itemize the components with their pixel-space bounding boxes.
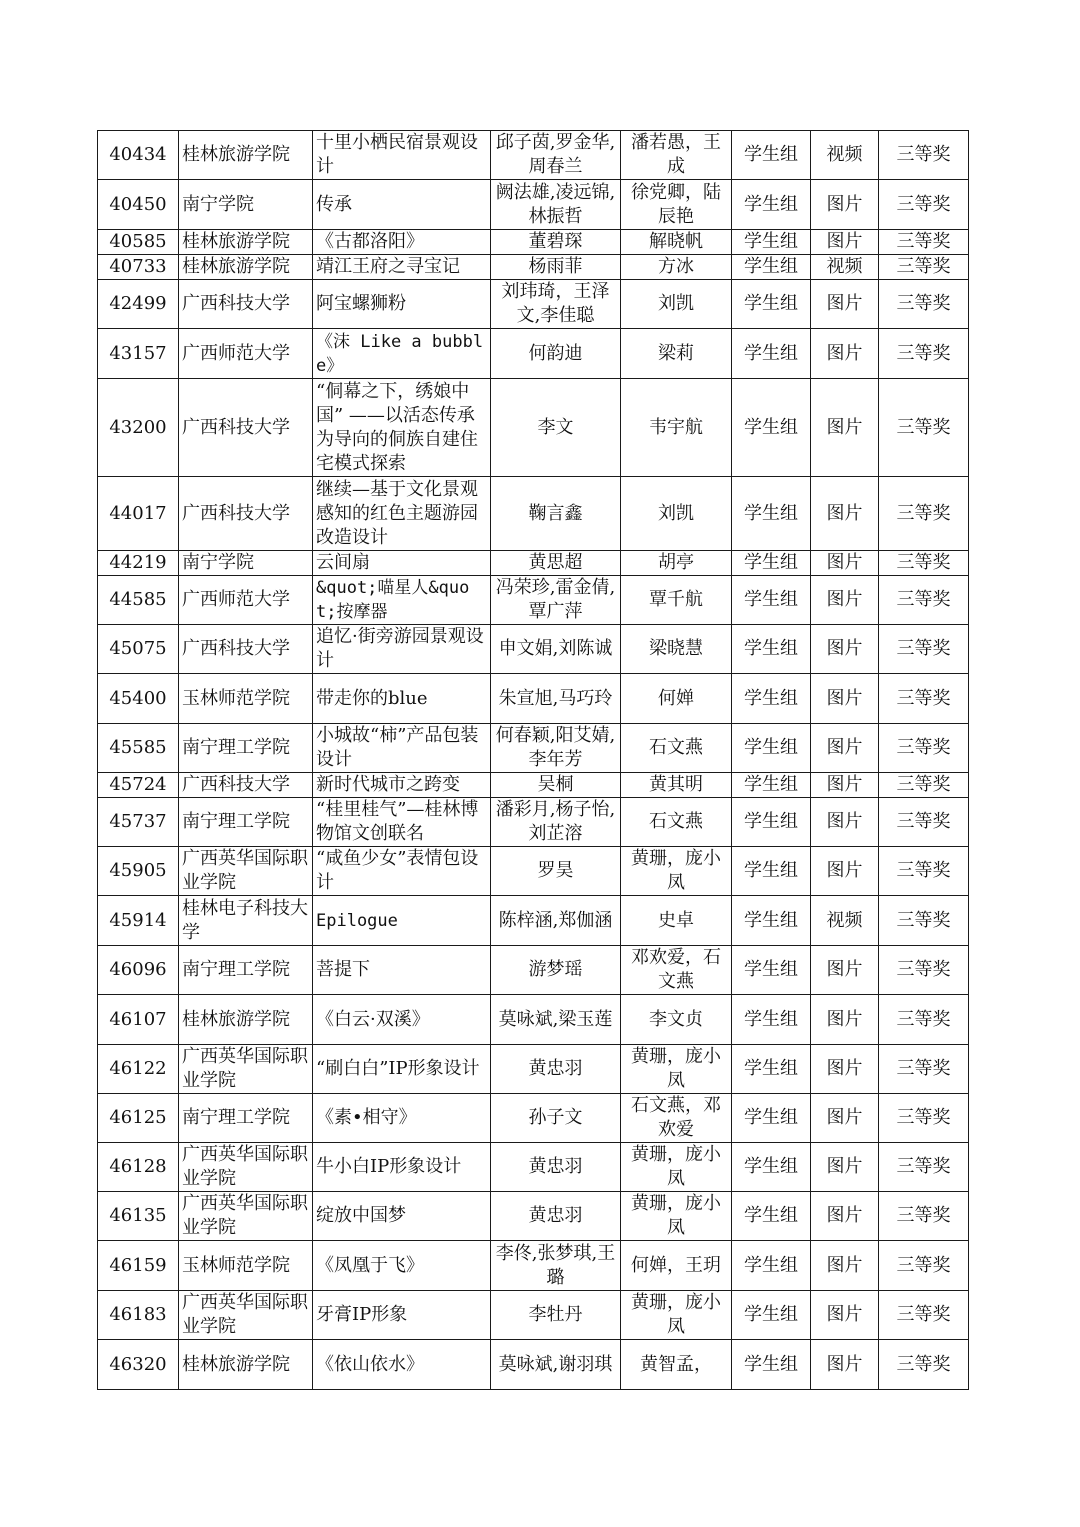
award-cell: 三等奖 xyxy=(879,724,969,773)
work-title-cell: 十里小栖民宿景观设计 xyxy=(313,131,491,180)
entry-id-cell: 46128 xyxy=(98,1143,179,1192)
authors-cell: 李牡丹 xyxy=(491,1291,621,1340)
school-cell: 桂林旅游学院 xyxy=(179,1340,313,1390)
entry-id-cell: 44585 xyxy=(98,576,179,625)
entry-id-cell: 46159 xyxy=(98,1241,179,1291)
group-cell: 学生组 xyxy=(732,1340,811,1390)
advisors-cell: 梁晓慧 xyxy=(621,625,732,674)
authors-cell: 杨雨菲 xyxy=(491,255,621,280)
award-cell: 三等奖 xyxy=(879,1094,969,1143)
work-title-cell: “刷白白”IP形象设计 xyxy=(313,1045,491,1094)
award-cell: 三等奖 xyxy=(879,995,969,1045)
work-title-cell: “咸鱼少女”表情包设计 xyxy=(313,847,491,896)
work-title-cell: 《沫 Like a bubble》 xyxy=(313,329,491,379)
authors-cell: 莫咏斌,梁玉莲 xyxy=(491,995,621,1045)
group-cell: 学生组 xyxy=(732,847,811,896)
school-cell: 桂林电子科技大学 xyxy=(179,896,313,946)
entry-id-cell: 40585 xyxy=(98,230,179,255)
table-row xyxy=(98,946,969,995)
authors-cell: 刘玮琦，王泽文,李佳聪 xyxy=(491,280,621,329)
authors-cell: 阙法雄,凌远锦,林振哲 xyxy=(491,180,621,230)
work-title-cell: 云间扇 xyxy=(313,551,491,576)
table-row xyxy=(98,1340,969,1390)
advisors-cell: 刘凯 xyxy=(621,280,732,329)
entry-id-cell: 46096 xyxy=(98,946,179,995)
entry-id-cell: 42499 xyxy=(98,280,179,329)
group-cell: 学生组 xyxy=(732,1143,811,1192)
work-title-cell: 《依山依水》 xyxy=(313,1340,491,1390)
school-cell: 南宁理工学院 xyxy=(179,724,313,773)
advisors-cell: 潘若愚，王成 xyxy=(621,131,732,180)
group-cell: 学生组 xyxy=(732,329,811,379)
table-row xyxy=(98,1291,969,1340)
media-type-cell: 图片 xyxy=(811,379,879,477)
entry-id-cell: 46122 xyxy=(98,1045,179,1094)
school-cell: 广西师范大学 xyxy=(179,576,313,625)
table-row xyxy=(98,329,969,379)
award-cell: 三等奖 xyxy=(879,625,969,674)
authors-cell: 莫咏斌,谢羽琪 xyxy=(491,1340,621,1390)
award-cell: 三等奖 xyxy=(879,551,969,576)
media-type-cell: 图片 xyxy=(811,1094,879,1143)
award-cell: 三等奖 xyxy=(879,255,969,280)
table-row xyxy=(98,576,969,625)
group-cell: 学生组 xyxy=(732,724,811,773)
table-row xyxy=(98,724,969,773)
entry-id-cell: 45724 xyxy=(98,773,179,798)
work-title-cell: &quot;喵星人&quot;按摩器 xyxy=(313,576,491,625)
table-body xyxy=(98,131,969,1390)
table-row xyxy=(98,477,969,551)
group-cell: 学生组 xyxy=(732,230,811,255)
entry-id-cell: 43200 xyxy=(98,379,179,477)
group-cell: 学生组 xyxy=(732,1241,811,1291)
award-cell: 三等奖 xyxy=(879,1045,969,1094)
advisors-cell: 黄其明 xyxy=(621,773,732,798)
advisors-cell: 胡亭 xyxy=(621,551,732,576)
table-row xyxy=(98,1094,969,1143)
table-row xyxy=(98,1241,969,1291)
table-row xyxy=(98,230,969,255)
school-cell: 桂林旅游学院 xyxy=(179,230,313,255)
school-cell: 南宁理工学院 xyxy=(179,946,313,995)
work-title-cell: 《古都洛阳》 xyxy=(313,230,491,255)
advisors-cell: 覃千航 xyxy=(621,576,732,625)
award-cell: 三等奖 xyxy=(879,896,969,946)
entry-id-cell: 45905 xyxy=(98,847,179,896)
advisors-cell: 解晓帆 xyxy=(621,230,732,255)
entry-id-cell: 46183 xyxy=(98,1291,179,1340)
authors-cell: 李佟,张梦琪,王璐 xyxy=(491,1241,621,1291)
work-title-cell: 传承 xyxy=(313,180,491,230)
table-row xyxy=(98,180,969,230)
school-cell: 广西科技大学 xyxy=(179,773,313,798)
award-cell: 三等奖 xyxy=(879,798,969,847)
work-title-cell: 《凤凰于飞》 xyxy=(313,1241,491,1291)
authors-cell: 黄忠羽 xyxy=(491,1143,621,1192)
group-cell: 学生组 xyxy=(732,625,811,674)
media-type-cell: 图片 xyxy=(811,946,879,995)
school-cell: 桂林旅游学院 xyxy=(179,995,313,1045)
group-cell: 学生组 xyxy=(732,1094,811,1143)
authors-cell: 李文 xyxy=(491,379,621,477)
advisors-cell: 刘凯 xyxy=(621,477,732,551)
award-cell: 三等奖 xyxy=(879,847,969,896)
advisors-cell: 何婵 xyxy=(621,674,732,724)
authors-cell: 游梦瑶 xyxy=(491,946,621,995)
table-row xyxy=(98,551,969,576)
award-cell: 三等奖 xyxy=(879,1192,969,1241)
school-cell: 广西英华国际职业学院 xyxy=(179,1192,313,1241)
media-type-cell: 图片 xyxy=(811,329,879,379)
group-cell: 学生组 xyxy=(732,477,811,551)
entry-id-cell: 45075 xyxy=(98,625,179,674)
media-type-cell: 图片 xyxy=(811,1143,879,1192)
awards-table xyxy=(97,130,969,1390)
award-cell: 三等奖 xyxy=(879,1291,969,1340)
media-type-cell: 图片 xyxy=(811,798,879,847)
school-cell: 广西英华国际职业学院 xyxy=(179,847,313,896)
media-type-cell: 图片 xyxy=(811,1045,879,1094)
media-type-cell: 图片 xyxy=(811,847,879,896)
group-cell: 学生组 xyxy=(732,1045,811,1094)
entry-id-cell: 46320 xyxy=(98,1340,179,1390)
award-cell: 三等奖 xyxy=(879,329,969,379)
entry-id-cell: 46135 xyxy=(98,1192,179,1241)
group-cell: 学生组 xyxy=(732,674,811,724)
table-row xyxy=(98,896,969,946)
school-cell: 广西科技大学 xyxy=(179,280,313,329)
authors-cell: 董碧琛 xyxy=(491,230,621,255)
table-row xyxy=(98,255,969,280)
advisors-cell: 邓欢爱，石文燕 xyxy=(621,946,732,995)
media-type-cell: 图片 xyxy=(811,576,879,625)
award-cell: 三等奖 xyxy=(879,1241,969,1291)
entry-id-cell: 45400 xyxy=(98,674,179,724)
award-cell: 三等奖 xyxy=(879,180,969,230)
work-title-cell: 新时代城市之跨变 xyxy=(313,773,491,798)
group-cell: 学生组 xyxy=(732,798,811,847)
school-cell: 南宁学院 xyxy=(179,180,313,230)
authors-cell: 罗昊 xyxy=(491,847,621,896)
entry-id-cell: 40450 xyxy=(98,180,179,230)
table-row xyxy=(98,625,969,674)
work-title-cell: Epilogue xyxy=(313,896,491,946)
media-type-cell: 图片 xyxy=(811,230,879,255)
group-cell: 学生组 xyxy=(732,379,811,477)
award-cell: 三等奖 xyxy=(879,280,969,329)
media-type-cell: 图片 xyxy=(811,477,879,551)
entry-id-cell: 45585 xyxy=(98,724,179,773)
school-cell: 广西师范大学 xyxy=(179,329,313,379)
entry-id-cell: 40733 xyxy=(98,255,179,280)
media-type-cell: 图片 xyxy=(811,724,879,773)
award-cell: 三等奖 xyxy=(879,773,969,798)
authors-cell: 吴桐 xyxy=(491,773,621,798)
table-row xyxy=(98,1143,969,1192)
work-title-cell: 小城故“柿”产品包装设计 xyxy=(313,724,491,773)
media-type-cell: 图片 xyxy=(811,625,879,674)
advisors-cell: 史卓 xyxy=(621,896,732,946)
media-type-cell: 图片 xyxy=(811,280,879,329)
table-row xyxy=(98,995,969,1045)
entry-id-cell: 46107 xyxy=(98,995,179,1045)
authors-cell: 冯荣珍,雷金倩,覃广萍 xyxy=(491,576,621,625)
group-cell: 学生组 xyxy=(732,551,811,576)
group-cell: 学生组 xyxy=(732,180,811,230)
school-cell: 南宁理工学院 xyxy=(179,798,313,847)
entry-id-cell: 45914 xyxy=(98,896,179,946)
group-cell: 学生组 xyxy=(732,896,811,946)
authors-cell: 黄忠羽 xyxy=(491,1045,621,1094)
media-type-cell: 视频 xyxy=(811,131,879,180)
school-cell: 广西英华国际职业学院 xyxy=(179,1045,313,1094)
award-cell: 三等奖 xyxy=(879,131,969,180)
media-type-cell: 图片 xyxy=(811,773,879,798)
award-cell: 三等奖 xyxy=(879,674,969,724)
media-type-cell: 图片 xyxy=(811,551,879,576)
group-cell: 学生组 xyxy=(732,131,811,180)
work-title-cell: 带走你的blue xyxy=(313,674,491,724)
advisors-cell: 黄珊，庞小凤 xyxy=(621,1291,732,1340)
group-cell: 学生组 xyxy=(732,773,811,798)
award-cell: 三等奖 xyxy=(879,379,969,477)
work-title-cell: 阿宝螺狮粉 xyxy=(313,280,491,329)
media-type-cell: 图片 xyxy=(811,1241,879,1291)
award-cell: 三等奖 xyxy=(879,946,969,995)
group-cell: 学生组 xyxy=(732,995,811,1045)
award-cell: 三等奖 xyxy=(879,230,969,255)
table-row xyxy=(98,1045,969,1094)
media-type-cell: 图片 xyxy=(811,1192,879,1241)
advisors-cell: 石文燕 xyxy=(621,724,732,773)
table-row xyxy=(98,1192,969,1241)
advisors-cell: 黄珊，庞小凤 xyxy=(621,1143,732,1192)
school-cell: 玉林师范学院 xyxy=(179,1241,313,1291)
media-type-cell: 图片 xyxy=(811,180,879,230)
advisors-cell: 李文贞 xyxy=(621,995,732,1045)
award-cell: 三等奖 xyxy=(879,477,969,551)
school-cell: 玉林师范学院 xyxy=(179,674,313,724)
school-cell: 南宁理工学院 xyxy=(179,1094,313,1143)
award-cell: 三等奖 xyxy=(879,1143,969,1192)
media-type-cell: 图片 xyxy=(811,1291,879,1340)
authors-cell: 申文娟,刘陈诚 xyxy=(491,625,621,674)
entry-id-cell: 44219 xyxy=(98,551,179,576)
authors-cell: 何韵迪 xyxy=(491,329,621,379)
work-title-cell: 《素•相守》 xyxy=(313,1094,491,1143)
work-title-cell: “侗幕之下，绣娘中国” ——以活态传承为导向的侗族自建住宅模式探索 xyxy=(313,379,491,477)
table-row xyxy=(98,798,969,847)
group-cell: 学生组 xyxy=(732,946,811,995)
award-cell: 三等奖 xyxy=(879,1340,969,1390)
authors-cell: 黄思超 xyxy=(491,551,621,576)
advisors-cell: 徐党卿，陆辰艳 xyxy=(621,180,732,230)
advisors-cell: 黄珊，庞小凤 xyxy=(621,1045,732,1094)
table-row xyxy=(98,379,969,477)
work-title-cell: 靖江王府之寻宝记 xyxy=(313,255,491,280)
work-title-cell: 绽放中国梦 xyxy=(313,1192,491,1241)
authors-cell: 陈梓涵,郑伽涵 xyxy=(491,896,621,946)
table-row xyxy=(98,131,969,180)
table-row xyxy=(98,847,969,896)
media-type-cell: 视频 xyxy=(811,255,879,280)
entry-id-cell: 45737 xyxy=(98,798,179,847)
work-title-cell: 《白云·双溪》 xyxy=(313,995,491,1045)
media-type-cell: 图片 xyxy=(811,674,879,724)
entry-id-cell: 44017 xyxy=(98,477,179,551)
work-title-cell: 菩提下 xyxy=(313,946,491,995)
authors-cell: 何春颖,阳艾婧,李年芳 xyxy=(491,724,621,773)
advisors-cell: 方冰 xyxy=(621,255,732,280)
advisors-cell: 何婵，王玥 xyxy=(621,1241,732,1291)
school-cell: 广西科技大学 xyxy=(179,379,313,477)
school-cell: 广西科技大学 xyxy=(179,477,313,551)
advisors-cell: 梁莉 xyxy=(621,329,732,379)
work-title-cell: 牛小白IP形象设计 xyxy=(313,1143,491,1192)
authors-cell: 朱宣旭,马巧玲 xyxy=(491,674,621,724)
media-type-cell: 图片 xyxy=(811,995,879,1045)
work-title-cell: 继续—基于文化景观感知的红色主题游园改造设计 xyxy=(313,477,491,551)
entry-id-cell: 43157 xyxy=(98,329,179,379)
authors-cell: 孙子文 xyxy=(491,1094,621,1143)
school-cell: 桂林旅游学院 xyxy=(179,255,313,280)
authors-cell: 黄忠羽 xyxy=(491,1192,621,1241)
school-cell: 广西英华国际职业学院 xyxy=(179,1143,313,1192)
advisors-cell: 韦宇航 xyxy=(621,379,732,477)
media-type-cell: 图片 xyxy=(811,1340,879,1390)
authors-cell: 潘彩月,杨子怡,刘芷溶 xyxy=(491,798,621,847)
group-cell: 学生组 xyxy=(732,280,811,329)
school-cell: 桂林旅游学院 xyxy=(179,131,313,180)
media-type-cell: 视频 xyxy=(811,896,879,946)
group-cell: 学生组 xyxy=(732,1291,811,1340)
table-row xyxy=(98,674,969,724)
work-title-cell: 追忆·街旁游园景观设计 xyxy=(313,625,491,674)
advisors-cell: 黄智孟， xyxy=(621,1340,732,1390)
authors-cell: 鞠言鑫 xyxy=(491,477,621,551)
advisors-cell: 黄珊，庞小凤 xyxy=(621,1192,732,1241)
award-cell: 三等奖 xyxy=(879,576,969,625)
school-cell: 广西科技大学 xyxy=(179,625,313,674)
advisors-cell: 黄珊，庞小凤 xyxy=(621,847,732,896)
work-title-cell: “桂里桂气”—桂林博物馆文创联名 xyxy=(313,798,491,847)
entry-id-cell: 46125 xyxy=(98,1094,179,1143)
table-row xyxy=(98,773,969,798)
group-cell: 学生组 xyxy=(732,576,811,625)
table-row xyxy=(98,280,969,329)
group-cell: 学生组 xyxy=(732,255,811,280)
group-cell: 学生组 xyxy=(732,1192,811,1241)
authors-cell: 邱子茵,罗金华,周春兰 xyxy=(491,131,621,180)
work-title-cell: 牙膏IP形象 xyxy=(313,1291,491,1340)
advisors-cell: 石文燕 xyxy=(621,798,732,847)
school-cell: 南宁学院 xyxy=(179,551,313,576)
advisors-cell: 石文燕，邓欢爱 xyxy=(621,1094,732,1143)
entry-id-cell: 40434 xyxy=(98,131,179,180)
school-cell: 广西英华国际职业学院 xyxy=(179,1291,313,1340)
